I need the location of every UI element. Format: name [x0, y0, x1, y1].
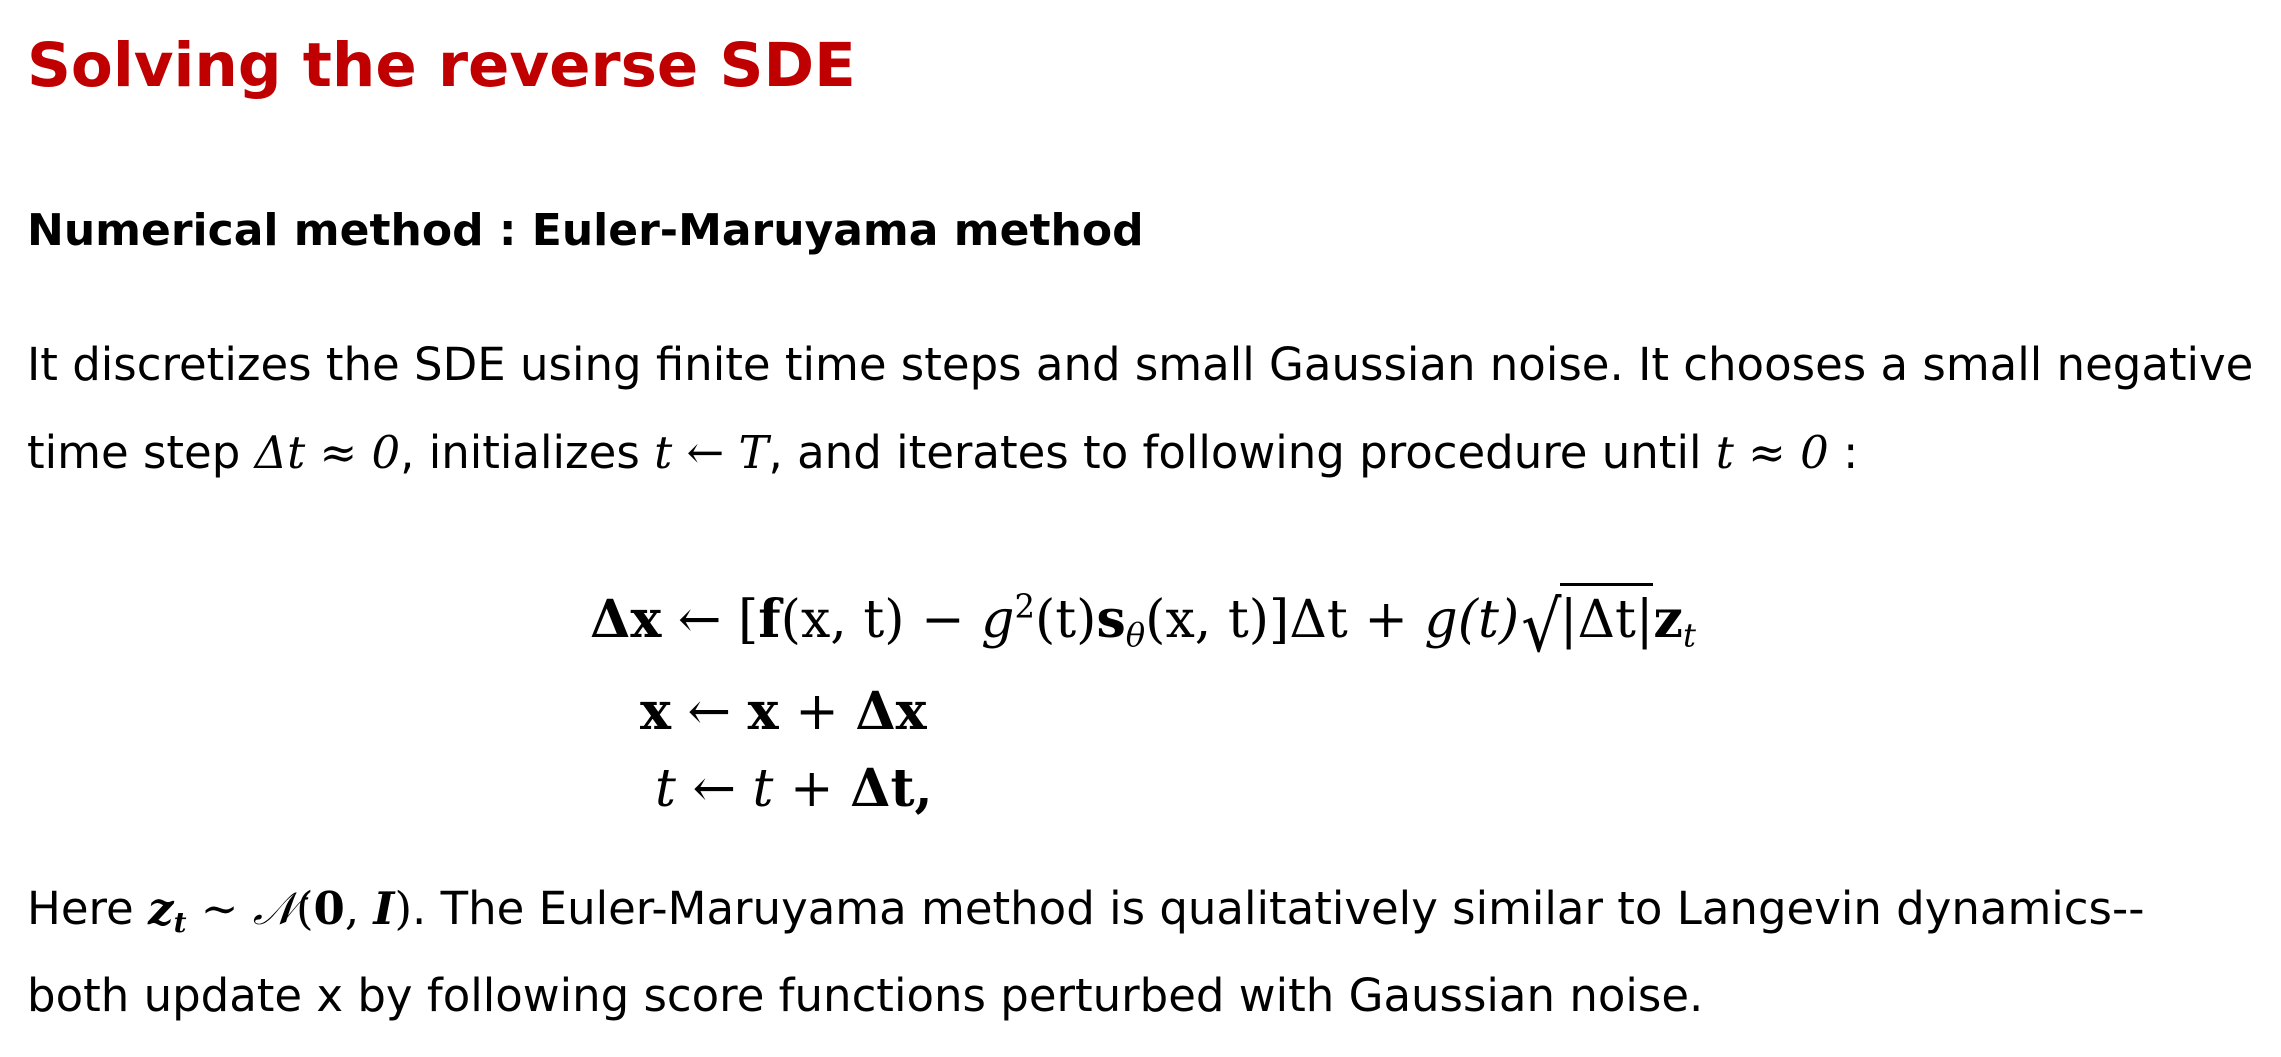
eq1-z: z	[1653, 589, 1683, 650]
eq1-f: f	[758, 589, 781, 650]
intro-text-b: , initializes	[400, 426, 655, 479]
eq1-arrow: ←	[677, 590, 722, 650]
outro-open: (	[295, 882, 314, 935]
eq2-plus: +	[795, 682, 839, 742]
eq1-args2: (x, t)	[1145, 590, 1270, 650]
outro-I: I	[373, 882, 395, 935]
eq2-rhs-dx: Δx	[855, 681, 927, 742]
intro-line-2	[27, 418, 1858, 488]
eq1-g: g	[981, 590, 1015, 650]
math-t-assign-T: t ← T	[654, 426, 769, 479]
math-dt-approx-zero: Δt ≈ 0	[254, 426, 401, 479]
intro-text-a: time step	[27, 426, 255, 479]
outro-zero: 0	[313, 882, 345, 935]
outro-text-a: Here	[27, 882, 149, 935]
eq3-rhs-dt: Δt,	[850, 758, 933, 819]
page-title: Solving the reverse SDE	[27, 30, 856, 101]
eq3-plus: +	[789, 759, 834, 819]
outro-close: )	[394, 882, 413, 935]
eq1-sqrt-content: |Δt|	[1560, 583, 1654, 652]
eq3-arrow: ←	[692, 759, 737, 819]
outro-line-2: both update x by following score functions perturbed with Gaussian noise.	[27, 969, 1704, 1022]
section-subtitle: Numerical method : Euler-Maruyama method	[27, 205, 1144, 256]
math-t-approx-zero: t ≈ 0	[1715, 426, 1829, 479]
eq2-rhs-x: x	[747, 681, 779, 742]
equation-t-update	[655, 757, 933, 821]
eq1-g2: g(t)	[1424, 590, 1520, 650]
outro-tilde: ∼	[186, 882, 253, 935]
equation-delta-x	[590, 583, 1696, 669]
eq1-gt: (t)	[1034, 590, 1097, 650]
eq3-rhs-t: t	[752, 759, 774, 819]
sqrt-radical-icon: √	[1521, 586, 1562, 669]
intro-text-d: :	[1828, 426, 1859, 479]
equation-x-update	[640, 680, 927, 744]
eq1-minus: −	[921, 590, 965, 650]
eq1-plus: +	[1364, 590, 1408, 650]
intro-text-c: , and iterates to following procedure until	[768, 426, 1716, 479]
outro-line-1	[27, 874, 2144, 958]
outro-comma: ,	[344, 882, 374, 935]
outro-normal: 𝒩	[252, 882, 296, 935]
eq3-lhs: t	[655, 759, 676, 819]
outro-text-b: . The Euler-Maruyama method is qualitatively similar to Langevin dynamics--	[412, 882, 2145, 935]
eq2-lhs: x	[640, 681, 672, 742]
eq1-args1: (x, t)	[780, 590, 905, 650]
eq1-sqrt	[1519, 583, 1654, 669]
eq1-dt: Δt	[1289, 590, 1348, 650]
eq2-arrow: ←	[687, 682, 732, 742]
eq1-g-sup: 2	[1014, 587, 1035, 626]
eq1-z-sub: t	[1682, 616, 1696, 655]
intro-line-1: It discretizes the SDE using finite time steps and small Gaussian noise. It chooses a small negative	[27, 338, 2254, 391]
eq1-bracket-close: ]	[1269, 590, 1290, 650]
eq1-bracket-open: [	[738, 590, 759, 650]
outro-z: z	[148, 882, 174, 935]
eq1-s: s	[1096, 589, 1126, 650]
outro-z-sub: t	[173, 905, 187, 939]
eq1-lhs: Δx	[590, 589, 662, 650]
eq1-s-sub: θ	[1125, 616, 1146, 655]
